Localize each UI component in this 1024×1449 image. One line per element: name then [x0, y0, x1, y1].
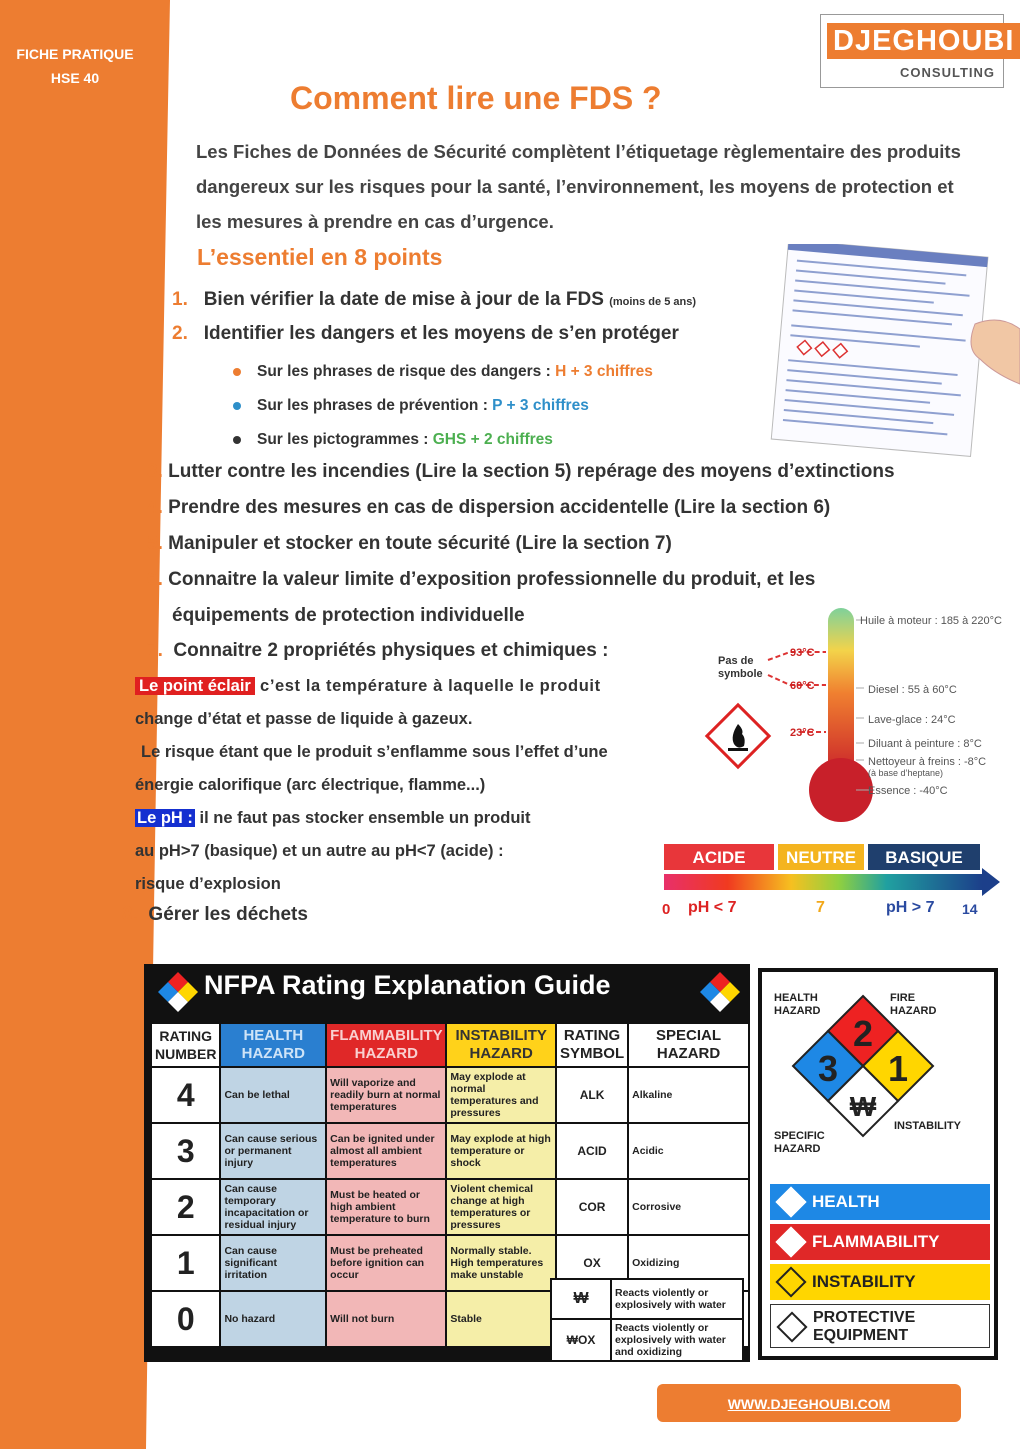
sheet-type: FICHE PRATIQUE — [16, 46, 134, 62]
bullet-pictograms — [233, 431, 553, 449]
nfpa-extra-rows — [550, 1278, 744, 1362]
legend-specific-hazard: SPECIFIC HAZARD — [774, 1130, 825, 1155]
point-1 — [172, 289, 696, 311]
special-cell: Acidic — [628, 1123, 749, 1179]
point-5 — [147, 533, 672, 555]
nfpa-title: NFPA Rating Explanation Guide — [204, 970, 611, 1000]
page-title: Comment lire une FDS ? — [290, 80, 662, 116]
point-5-number: 5. — [147, 533, 163, 554]
special-cell: Alkaline — [628, 1067, 749, 1123]
header-instability: INSTABILITY HAZARD — [446, 1023, 556, 1067]
bullet-dot — [233, 436, 241, 444]
instability-cell: May explode at normal temperatures and pressures — [446, 1067, 556, 1123]
label-heptane: (à base d’heptane) — [868, 768, 944, 778]
ph-line-1: il ne faut pas stocker ensemble un produit — [194, 809, 531, 827]
temp-93: 93°C — [790, 647, 815, 659]
health-cell: Can be lethal — [220, 1067, 326, 1123]
point-2-text: Identifier les dangers et les moyens de s’en protéger — [203, 323, 679, 344]
label-diesel: Diesel : 55 à 60°C — [868, 684, 957, 696]
table-row — [151, 1179, 749, 1235]
point-3-text: Lutter contre les incendies (Lire la section 5) repérage des moyens d’extinctions — [168, 461, 895, 482]
legend-row-health — [770, 1184, 990, 1220]
table-row — [151, 1123, 749, 1179]
diamond-health-value: 3 — [817, 1048, 839, 1089]
instability-cell: Stable — [446, 1291, 556, 1347]
label-diluant: Diluant à peinture : 8°C — [868, 738, 982, 750]
sheet-number: HSE 40 — [50, 70, 100, 86]
ph-neutral-label: NEUTRE — [786, 848, 856, 867]
ph-label: Le pH : — [137, 809, 193, 827]
flammability-cell: Will not burn — [326, 1291, 446, 1347]
legend-row-label: HEALTH — [812, 1192, 880, 1211]
legend-instability: INSTABILITY — [894, 1120, 962, 1132]
point-1-note: (moins de 5 ans) — [609, 296, 696, 308]
flammability-cell: Will vaporize and readily burn at normal temperatures — [326, 1067, 446, 1123]
rating-number: 1 — [151, 1235, 220, 1291]
rating-number: 3 — [151, 1123, 220, 1179]
instability-cell: Violent chemical change at high temperatures or pressures — [446, 1179, 556, 1235]
bullet-text: Sur les phrases de prévention : — [257, 397, 493, 414]
label-nettoyeur: Nettoyeur à freins : -8°C — [868, 756, 987, 768]
label-motor-oil: Huile à moteur : 185 à 220°C — [860, 615, 1002, 627]
bullet-text: Sur les phrases de risque des dangers : — [257, 363, 556, 380]
section-subtitle: L’essentiel en 8 points — [197, 244, 443, 270]
instability-cell: May explode at high temperature or shock — [446, 1123, 556, 1179]
legend-row-label: INSTABILITY — [812, 1272, 916, 1291]
intro-paragraph: Les Fiches de Données de Sécurité complètent l’étiquetage règlementaire des produits dangereux sur les risques pour la santé, l’environnement, les moyens de protection et les mesures à prendre en cas d’urgence. — [196, 141, 961, 232]
flash-line-2: change d’état et passe de liquide à gazeux. — [135, 710, 473, 728]
point-6 — [147, 569, 815, 591]
ph-zero: 0 — [662, 901, 671, 918]
point-4 — [147, 497, 830, 519]
bullet-dot — [233, 402, 241, 410]
point-5-text: Manipuler et stocker en toute sécurité (Lire la section 7) — [168, 533, 672, 554]
health-cell: No hazard — [220, 1291, 326, 1347]
logo-sub: CONSULTING — [900, 65, 995, 80]
header-health: HEALTH HAZARD — [220, 1023, 326, 1067]
ghs-code-highlight: GHS + 2 chiffres — [432, 431, 553, 448]
special-cell: Reacts violently or explosively with water and oxidizing — [611, 1319, 743, 1361]
point-7 — [147, 640, 608, 662]
nfpa-guide — [144, 964, 750, 1362]
sheet-label — [0, 42, 150, 90]
bullet-dot — [233, 368, 241, 376]
logo-name: DJEGHOUBI — [827, 23, 1020, 59]
flash-line-1: c’est la température à laquelle le produit — [254, 677, 601, 695]
flash-line-3: Le risque étant que le produit s’enflamme sous l’effet d’une — [141, 743, 608, 761]
ph-fourteen: 14 — [962, 901, 978, 917]
bullet-text: Sur les pictogrammes : — [257, 431, 433, 448]
legend-row-label: FLAMMABILITY — [812, 1232, 940, 1251]
table-row — [551, 1319, 743, 1361]
symbol-cell: ACID — [556, 1123, 628, 1179]
thermometer-illustration — [700, 600, 1010, 832]
legend-row-flammability — [770, 1224, 990, 1260]
point-2-number: 2. — [172, 323, 188, 344]
nfpa-diamond-icon — [700, 972, 740, 1012]
flash-line-4: énergie calorifique (arc électrique, flamme...) — [135, 776, 486, 794]
white-diamond-icon — [775, 1186, 806, 1217]
ph-base-label: BASIQUE — [885, 848, 963, 867]
legend-row-protective — [770, 1304, 990, 1348]
symbol-cell: OX — [556, 1235, 628, 1291]
table-row — [551, 1279, 743, 1319]
point-3-number: 3. — [147, 461, 163, 482]
table-row — [151, 1067, 749, 1123]
header-symbol: RATING SYMBOL — [556, 1023, 628, 1067]
legend-fire-hazard: FIRE HAZARD — [890, 992, 937, 1017]
point-1-text: Bien vérifier la date de mise à jour de la FDS — [203, 289, 604, 310]
temp-23: 23°C — [790, 727, 815, 739]
header-special: SPECIAL HAZARD — [628, 1023, 749, 1067]
special-cell: Reacts violently or explosively with water — [611, 1279, 743, 1319]
special-cell: Corrosive — [628, 1179, 749, 1235]
p-code-highlight: P + 3 chiffres — [492, 397, 589, 414]
legend-health-hazard: HEALTH HAZARD — [774, 992, 821, 1017]
orange-sidebar — [0, 0, 146, 1449]
nfpa-diamond-legend — [758, 968, 998, 1360]
outline-diamond-icon — [775, 1266, 806, 1297]
point-4-number: 4. — [147, 497, 163, 518]
point-2 — [172, 323, 679, 345]
ph-less-7: pH < 7 — [688, 899, 737, 916]
water-oxidizer-icon: ₩OX — [551, 1319, 611, 1361]
symbol-cell: COR — [556, 1179, 628, 1235]
point-6-number: 6. — [147, 569, 163, 590]
flammability-cell: Must be preheated before ignition can occur — [326, 1235, 446, 1291]
health-cell: Can cause significant irritation — [220, 1235, 326, 1291]
ph-greater-7: pH > 7 — [886, 899, 935, 916]
flash-point-label: Le point éclair — [135, 677, 255, 695]
website-link[interactable]: WWW.DJEGHOUBI.COM — [657, 1384, 961, 1422]
bullet-h-phrases — [233, 363, 653, 381]
flash-point-paragraph — [135, 670, 675, 901]
header-flammability: FLAMMABILITY HAZARD — [326, 1023, 446, 1067]
point-8-text: Gérer les déchets — [148, 904, 308, 925]
label-essence: Essence : -40°C — [868, 785, 948, 797]
hazard-diamond-icon — [788, 994, 938, 1144]
flammability-cell: Can be ignited under almost all ambient temperatures — [326, 1123, 446, 1179]
point-7-text: Connaitre 2 propriétés physiques et chimiques : — [173, 640, 609, 661]
company-logo — [820, 14, 1015, 88]
ph-line-2: au pH>7 (basique) et un autre au pH<7 (acide) : — [135, 842, 504, 860]
ph-seven: 7 — [816, 899, 825, 916]
point-8 — [122, 904, 308, 926]
diamond-flammability-value: 2 — [852, 1013, 874, 1054]
legend-row-instability — [770, 1264, 990, 1300]
no-symbol-label-1: Pas de — [718, 655, 754, 667]
diamond-instability-value: 1 — [887, 1048, 909, 1089]
point-7-number: 7. — [147, 640, 163, 661]
h-code-highlight: H + 3 chiffres — [555, 363, 653, 380]
no-symbol-label-2: symbole — [718, 668, 763, 680]
rating-number: 0 — [151, 1291, 220, 1347]
ph-line-3: risque d’explosion — [135, 875, 281, 893]
bullet-p-phrases — [233, 397, 589, 415]
point-6-cont: équipements de protection individuelle — [172, 605, 525, 626]
fds-document-illustration — [770, 244, 1020, 459]
legend-row-label: PROTECTIVE EQUIPMENT — [813, 1309, 916, 1344]
temp-60: 60°C — [790, 680, 815, 692]
special-cell: Oxidizing — [628, 1235, 749, 1291]
rating-number: 4 — [151, 1067, 220, 1123]
water-reactive-icon: ₩ — [551, 1279, 611, 1319]
point-1-number: 1. — [172, 289, 188, 310]
instability-cell: Normally stable. High temperatures make unstable — [446, 1235, 556, 1291]
health-cell: Can cause serious or permanent injury — [220, 1123, 326, 1179]
nfpa-diamond-icon — [158, 972, 198, 1012]
label-lave-glace: Lave-glace : 24°C — [868, 714, 956, 726]
symbol-cell: ALK — [556, 1067, 628, 1123]
point-6-text: Connaitre la valeur limite d’exposition professionnelle du produit, et les — [168, 569, 816, 590]
health-cell: Can cause temporary incapacitation or residual injury — [220, 1179, 326, 1235]
point-4-text: Prendre des mesures en cas de dispersion accidentelle (Lire la section 6) — [168, 497, 831, 518]
outline-diamond-icon — [776, 1311, 807, 1342]
point-3 — [147, 461, 895, 483]
flammability-cell: Must be heated or high ambient temperature to burn — [326, 1179, 446, 1235]
white-diamond-icon — [775, 1226, 806, 1257]
header-rating: RATING NUMBER — [151, 1023, 220, 1067]
ph-acid-label: ACIDE — [692, 848, 746, 867]
ph-scale — [658, 842, 1004, 922]
diamond-special-value: ₩ — [849, 1091, 877, 1122]
point-8-number: 8. — [122, 904, 138, 925]
rating-number: 2 — [151, 1179, 220, 1235]
